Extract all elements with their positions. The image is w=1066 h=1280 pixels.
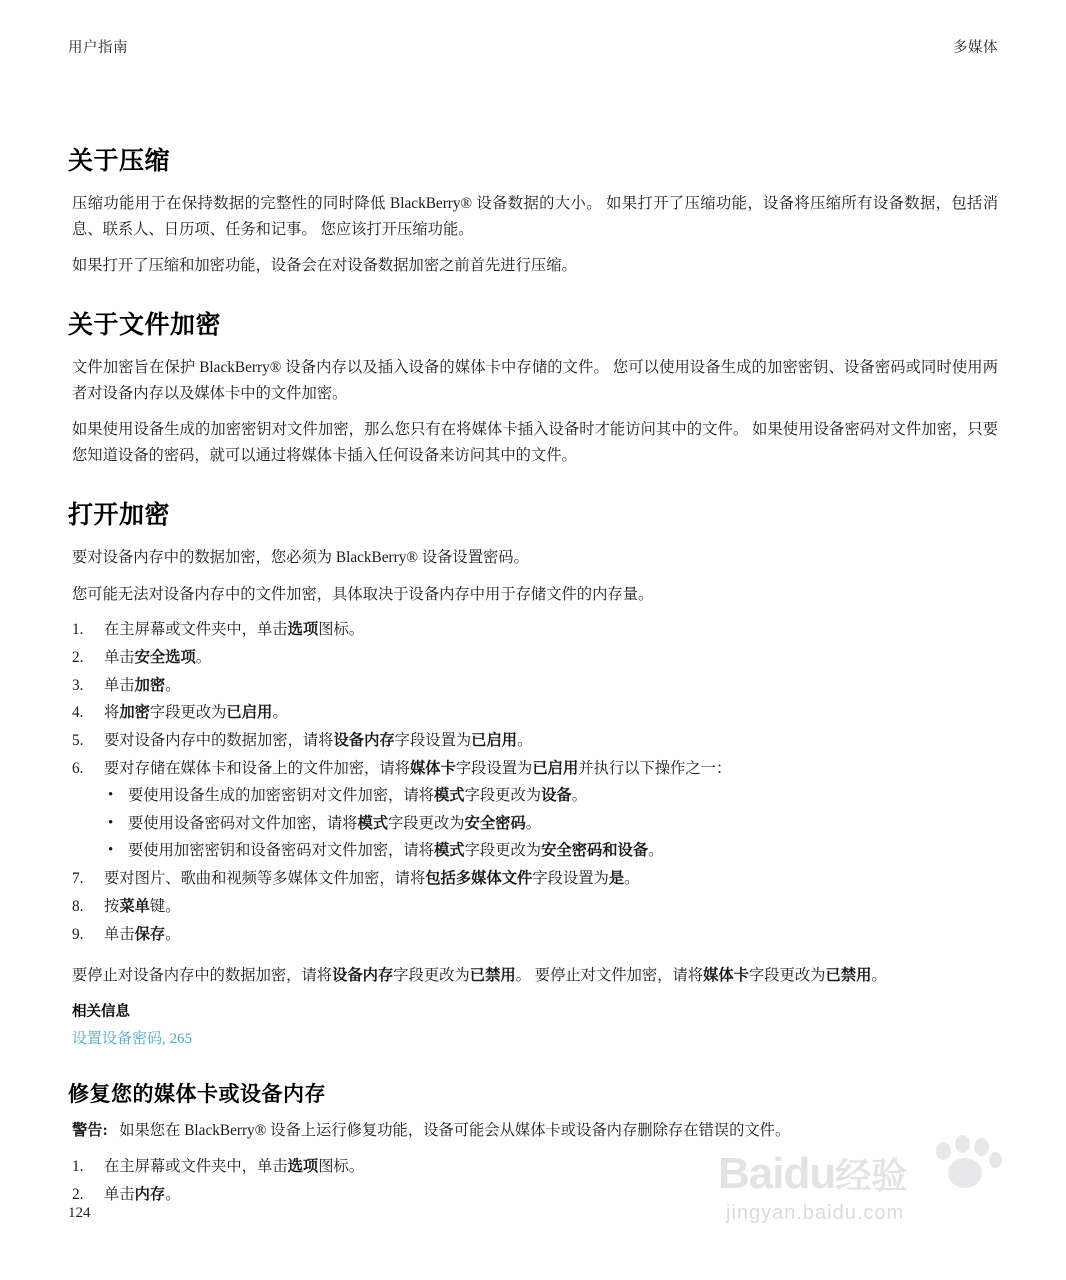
substep-text-mid: 字段更改为	[464, 786, 542, 804]
step-text-post: 。	[517, 732, 533, 750]
substep-text-post: 。	[648, 842, 664, 860]
step-emphasis: 媒体卡	[409, 760, 456, 778]
closing-text-1: 要停止对设备内存中的数据加密，请将	[72, 967, 333, 985]
header-right-title: 多媒体	[953, 40, 998, 56]
step-emphasis: 加密	[119, 704, 150, 722]
list-item	[68, 729, 998, 754]
section-title: 修复您的媒体卡或设备内存	[68, 1083, 326, 1107]
step-number: 7.	[72, 870, 84, 888]
step-text-pre: 单击	[104, 676, 135, 694]
step-text-post: 。	[624, 870, 640, 888]
step-text-post: 。	[165, 676, 181, 694]
step-text-pre: 在主屏幕或文件夹中，单击	[104, 621, 288, 639]
step-text-pre: 要对图片、歌曲和视频等多媒体文件加密，请将	[104, 870, 426, 888]
list-item	[68, 867, 998, 892]
list-item	[68, 757, 998, 864]
step-text-pre: 要对设备内存中的数据加密，请将	[104, 732, 334, 750]
section-about-compression	[68, 141, 998, 279]
step-text-pre: 要对存储在媒体卡和设备上的文件加密，请将	[104, 760, 410, 778]
warning-text: 如果您在 BlackBerry® 设备上运行修复功能，设备可能会从媒体卡或设备内存删除存在错误的文件。	[119, 1122, 791, 1140]
step-emphasis: 设备内存	[333, 732, 395, 750]
encryption-substeps-list	[104, 784, 998, 864]
paragraph: 要对设备内存中的数据加密，您必须为 BlackBerry® 设备设置密码。	[72, 548, 529, 566]
substep-emphasis: 模式	[433, 786, 465, 804]
step-text-post: 并执行以下操作之一：	[578, 760, 732, 778]
bullet-icon: •	[108, 842, 114, 859]
closing-emphasis-3: 媒体卡	[703, 967, 749, 985]
step-text-pre: 单击	[104, 648, 135, 666]
substep-text-mid: 字段更改为	[464, 842, 542, 860]
page-number: 124	[68, 1205, 91, 1221]
step-text-post: 。	[272, 704, 288, 722]
substep-text-pre: 要使用设备密码对文件加密，请将	[128, 814, 358, 832]
step-text-pre: 单击	[104, 925, 135, 943]
step-text-post: 键。	[149, 897, 181, 915]
step-text-mid: 字段设置为	[394, 732, 472, 750]
list-item	[68, 701, 998, 726]
section-title: 关于压缩	[68, 147, 171, 175]
paragraph: 压缩功能用于在保持数据的完整性的同时降低 BlackBerry® 设备数据的大小。 如果打开了压缩功能，设备将压缩所有设备数据，包括消息、联系人、日历项、任务和记事。 您应该打开压缩功能。	[72, 195, 998, 238]
step-number: 8.	[72, 897, 84, 915]
substep-text-pre: 要使用加密密钥和设备密码对文件加密，请将	[128, 842, 434, 860]
closing-text-5: 。	[871, 967, 887, 985]
step-text-pre: 按	[104, 897, 120, 915]
related-link-set-device-password[interactable]: 设置设备密码, 265	[72, 1031, 193, 1048]
substep-text-post: 。	[571, 786, 587, 804]
step-text-post: 。	[165, 925, 181, 943]
step-emphasis-2: 是	[608, 870, 625, 888]
step-number: 1.	[72, 621, 84, 639]
substep-text-pre: 要使用设备生成的加密密钥对文件加密，请将	[128, 786, 434, 804]
step-text-mid: 字段更改为	[149, 704, 227, 722]
paragraph: 如果使用设备生成的加密密钥对文件加密，那么您只有在将媒体卡插入设备时才能访问其中的文件。 如果使用设备密码对文件加密，只要您知道设备的密码，就可以通过将媒体卡插入任何设备来访问其中的文件。	[72, 421, 998, 465]
step-text-pre: 将	[104, 704, 120, 722]
step-number: 1.	[72, 1157, 84, 1175]
step-number: 6.	[72, 760, 84, 778]
header-left-title: 用户指南	[68, 40, 128, 56]
repair-steps-list	[68, 1155, 998, 1208]
substep-text-post: 。	[525, 814, 542, 832]
watermark-brand-cn: 经验	[835, 1155, 908, 1196]
step-number: 4.	[72, 704, 84, 722]
closing-emphasis-4: 已禁用	[825, 967, 872, 985]
list-item	[104, 812, 998, 837]
list-item	[68, 674, 998, 699]
list-item	[68, 1183, 998, 1208]
substep-emphasis: 模式	[357, 814, 389, 832]
step-emphasis: 安全选项	[134, 648, 196, 666]
step-number: 9.	[72, 925, 84, 943]
step-number: 3.	[72, 676, 84, 694]
section-title: 打开加密	[68, 500, 171, 529]
step-number: 5.	[72, 732, 84, 750]
paragraph: 文件加密旨在保护 BlackBerry® 设备内存以及插入设备的媒体卡中存储的文件。 您可以使用设备生成的加密密钥、设备密码或同时使用两者对设备内存以及媒体卡中的文件加密。	[72, 359, 998, 402]
step-text-mid: 字段设置为	[455, 760, 533, 778]
watermark-url: jingyan.baidu.com	[726, 1202, 905, 1224]
page-content	[68, 141, 998, 1207]
substep-emphasis-2: 安全密码和设备	[541, 842, 649, 860]
list-item	[68, 1155, 998, 1180]
step-text-post: 。	[165, 1185, 181, 1203]
list-item	[68, 618, 998, 643]
closing-emphasis-1: 设备内存	[332, 967, 394, 985]
closing-text-2: 字段更改为	[393, 967, 470, 985]
substep-text-mid: 字段更改为	[388, 814, 465, 832]
substep-emphasis-2: 设备	[541, 786, 572, 804]
list-item	[68, 646, 998, 671]
step-text-post: 。	[195, 648, 212, 666]
section-repair-media-card	[68, 1078, 998, 1207]
bullet-icon: •	[108, 786, 114, 803]
step-emphasis: 菜单	[119, 897, 150, 915]
warning-paragraph	[68, 1118, 998, 1144]
section-title: 关于文件加密	[68, 311, 222, 340]
list-item	[68, 923, 998, 948]
substep-emphasis: 模式	[433, 842, 465, 860]
step-emphasis: 内存	[134, 1185, 166, 1203]
substep-emphasis-2: 安全密码	[464, 814, 526, 832]
list-item	[104, 784, 998, 809]
list-item	[68, 895, 998, 920]
closing-emphasis-2: 已禁用	[469, 967, 516, 985]
step-emphasis: 选项	[287, 1157, 319, 1175]
list-item	[104, 839, 998, 864]
step-text-post: 图标。	[318, 1157, 365, 1175]
step-text-post: 图标。	[318, 621, 365, 639]
step-emphasis: 选项	[287, 621, 319, 639]
step-text-pre: 单击	[104, 1185, 135, 1203]
closing-text-4: 字段更改为	[748, 967, 826, 985]
warning-label: 警告:	[72, 1122, 108, 1140]
step-emphasis: 保存	[134, 925, 166, 943]
paragraph: 您可能无法对设备内存中的文件加密，具体取决于设备内存中用于存储文件的内存量。	[72, 585, 654, 603]
paragraph: 如果打开了压缩和加密功能，设备会在对设备数据加密之前首先进行压缩。	[72, 257, 577, 275]
step-emphasis-2: 已启用	[532, 760, 579, 778]
bullet-icon: •	[108, 814, 114, 831]
encryption-steps-list	[68, 618, 998, 947]
step-emphasis: 包括多媒体文件	[425, 870, 533, 888]
section-turn-on-encryption	[68, 495, 998, 1048]
section-about-file-encryption	[68, 305, 998, 469]
closing-paragraph	[68, 963, 998, 989]
step-number: 2.	[72, 1185, 84, 1203]
step-emphasis-2: 已启用	[226, 704, 273, 722]
step-text-pre: 在主屏幕或文件夹中，单击	[104, 1157, 288, 1175]
step-emphasis-2: 已启用	[471, 732, 518, 750]
step-text-mid: 字段设置为	[532, 870, 609, 888]
closing-text-3: 。 要停止对文件加密，请将	[515, 967, 704, 985]
related-information-heading: 相关信息	[72, 1004, 130, 1021]
watermark-brand-text: Baidu	[718, 1149, 836, 1198]
step-number: 2.	[72, 648, 84, 666]
running-header	[68, 0, 998, 57]
step-emphasis: 加密	[134, 676, 166, 694]
